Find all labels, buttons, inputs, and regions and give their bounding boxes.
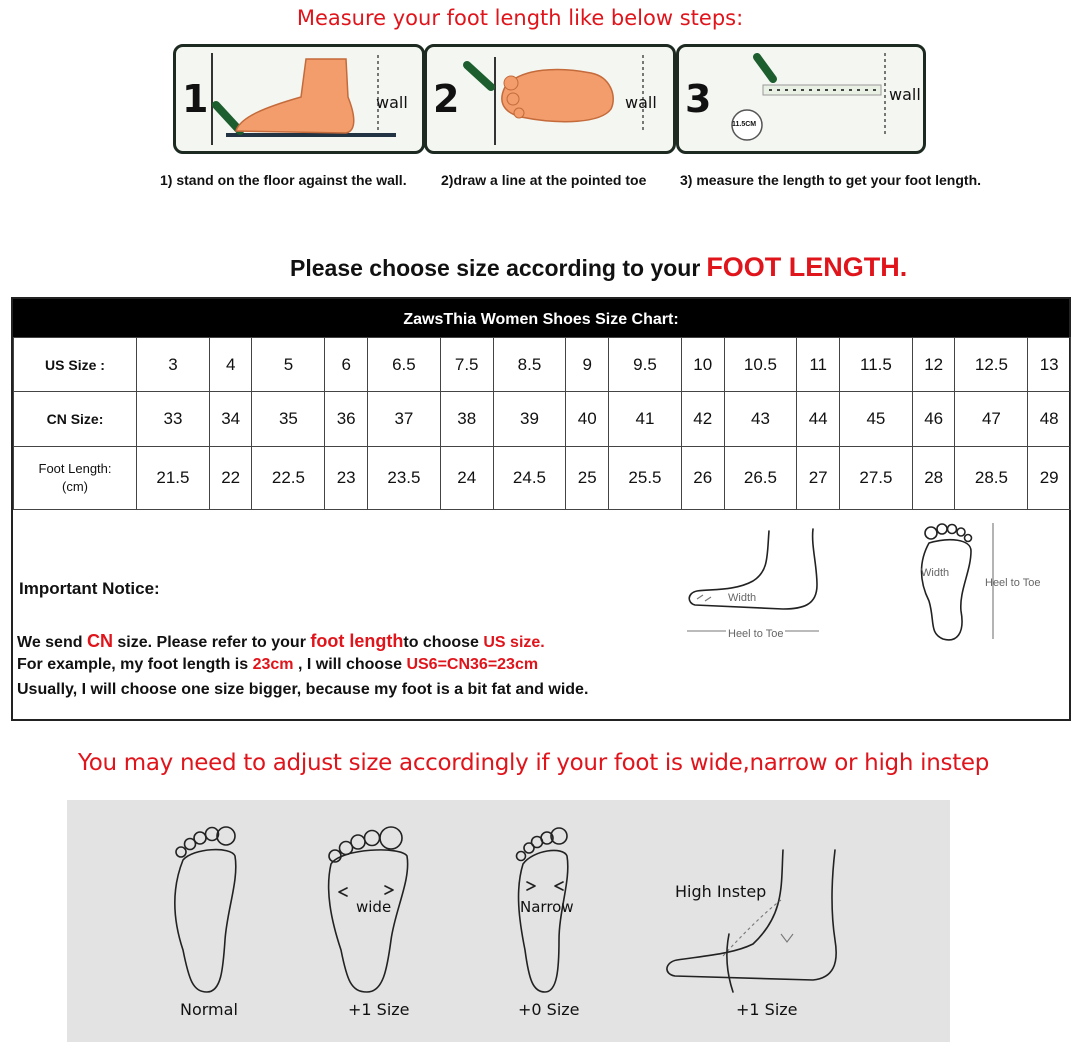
foot-length-cell: 22 bbox=[209, 447, 252, 510]
step-2-panel bbox=[424, 44, 676, 154]
n2c: , I will choose bbox=[293, 656, 407, 673]
n1b: CN bbox=[86, 631, 113, 651]
cn-size-row bbox=[14, 392, 1071, 447]
cn-size-cell: 43 bbox=[724, 392, 797, 447]
foot-length-header-line2: (cm) bbox=[62, 479, 88, 494]
step-2-caption: 2)draw a line at the pointed toe bbox=[441, 172, 647, 188]
n1c: size. Please refer to your bbox=[112, 634, 311, 651]
chart-title: ZawsThia Women Shoes Size Chart: bbox=[13, 299, 1069, 337]
foot-length-cell: 24.5 bbox=[493, 447, 566, 510]
foot-side-diagram bbox=[683, 525, 833, 645]
us-size-cell: 13 bbox=[1028, 338, 1071, 392]
notice-line-2 bbox=[17, 656, 538, 674]
cn-size-cell: 34 bbox=[209, 392, 252, 447]
sole-width-label: Width bbox=[921, 567, 950, 579]
us-size-cell: 3 bbox=[137, 338, 210, 392]
foot-length-cell: 25 bbox=[566, 447, 609, 510]
us-size-row bbox=[14, 338, 1071, 392]
foot-length-cell: 23.5 bbox=[367, 447, 440, 510]
side-heel-to-toe-label: Heel to Toe bbox=[728, 628, 784, 640]
us-size-cell: 7.5 bbox=[440, 338, 493, 392]
cn-size-cell: 44 bbox=[797, 392, 840, 447]
cn-size-cell: 41 bbox=[609, 392, 682, 447]
notice-title: Important Notice: bbox=[19, 579, 160, 598]
cn-size-cell: 45 bbox=[839, 392, 912, 447]
foot-length-cell: 26 bbox=[681, 447, 724, 510]
foot-types-panel bbox=[67, 800, 950, 1042]
step-1-panel bbox=[173, 44, 425, 154]
cn-size-cell: 42 bbox=[681, 392, 724, 447]
narrow-label: Narrow bbox=[520, 898, 574, 916]
wide-caption: +1 Size bbox=[348, 1000, 410, 1019]
step-2-wall-label: wall bbox=[625, 93, 657, 112]
n1e: to choose bbox=[403, 634, 484, 651]
foot-length-cell: 27.5 bbox=[839, 447, 912, 510]
us-size-cell: 11.5 bbox=[839, 338, 912, 392]
foot-length-cell: 26.5 bbox=[724, 447, 797, 510]
us-size-cell: 5 bbox=[252, 338, 325, 392]
cn-size-cell: 39 bbox=[493, 392, 566, 447]
n2b: 23cm bbox=[252, 656, 294, 673]
us-size-cell: 8.5 bbox=[493, 338, 566, 392]
cn-size-cell: 35 bbox=[252, 392, 325, 447]
cn-size-cell: 33 bbox=[137, 392, 210, 447]
choose-heading-emphasis: FOOT LENGTH. bbox=[706, 252, 908, 282]
us-size-header: US Size : bbox=[14, 338, 137, 392]
us-size-cell: 12.5 bbox=[955, 338, 1028, 392]
high-instep-caption: +1 Size bbox=[736, 1000, 798, 1019]
cn-size-cell: 37 bbox=[367, 392, 440, 447]
foot-length-row bbox=[14, 447, 1071, 510]
us-size-cell: 4 bbox=[209, 338, 252, 392]
measure-title: Measure your foot length like below steps: bbox=[296, 6, 744, 30]
n1d: foot length bbox=[310, 631, 404, 651]
high-instep-foot-icon bbox=[663, 844, 863, 1004]
choose-heading-text: Please choose size according to your bbox=[290, 255, 701, 281]
step-2-number: 2 bbox=[433, 77, 460, 121]
step-1-wall-label: wall bbox=[376, 93, 408, 112]
wide-label: wide bbox=[356, 898, 392, 916]
n1a: We send bbox=[17, 634, 87, 651]
foot-length-cell: 21.5 bbox=[137, 447, 210, 510]
normal-caption: Normal bbox=[180, 1000, 238, 1019]
us-size-cell: 12 bbox=[912, 338, 955, 392]
us-size-cell: 9.5 bbox=[609, 338, 682, 392]
foot-length-cell: 29 bbox=[1028, 447, 1071, 510]
foot-length-cell: 27 bbox=[797, 447, 840, 510]
step-3-caption: 3) measure the length to get your foot length. bbox=[680, 172, 982, 188]
adjust-title: You may need to adjust size accordingly if your foot is wide,narrow or high instep bbox=[78, 750, 990, 776]
cn-size-cell: 38 bbox=[440, 392, 493, 447]
us-size-cell: 6.5 bbox=[367, 338, 440, 392]
foot-length-cell: 28.5 bbox=[955, 447, 1028, 510]
foot-length-cell: 22.5 bbox=[252, 447, 325, 510]
notice-line-1 bbox=[17, 631, 545, 652]
us-size-cell: 6 bbox=[325, 338, 368, 392]
narrow-caption: +0 Size bbox=[518, 1000, 580, 1019]
foot-length-cell: 23 bbox=[325, 447, 368, 510]
side-width-label: Width bbox=[728, 592, 757, 604]
size-table bbox=[13, 337, 1071, 510]
sole-heel-to-toe-label: Heel to Toe bbox=[985, 577, 1041, 589]
foot-length-header-line1: Foot Length: bbox=[38, 461, 112, 476]
foot-length-header bbox=[14, 447, 137, 510]
foot-length-cell: 25.5 bbox=[609, 447, 682, 510]
cn-size-cell: 36 bbox=[325, 392, 368, 447]
us-size-cell: 11 bbox=[797, 338, 840, 392]
cn-size-cell: 48 bbox=[1028, 392, 1071, 447]
cn-size-cell: 40 bbox=[566, 392, 609, 447]
step-3-panel bbox=[676, 44, 926, 154]
high-instep-label: High Instep bbox=[675, 882, 767, 901]
foot-length-cell: 28 bbox=[912, 447, 955, 510]
ruler-label: 11.5CM bbox=[732, 121, 757, 128]
step-1-number: 1 bbox=[182, 77, 209, 121]
us-size-cell: 9 bbox=[566, 338, 609, 392]
step-3-wall-label: wall bbox=[889, 85, 921, 104]
normal-foot-icon bbox=[163, 820, 253, 1000]
choose-heading bbox=[290, 252, 907, 283]
us-size-cell: 10.5 bbox=[724, 338, 797, 392]
notice-line-3: Usually, I will choose one size bigger, because my foot is a bit fat and wide. bbox=[17, 681, 589, 698]
cn-size-cell: 46 bbox=[912, 392, 955, 447]
size-chart bbox=[11, 297, 1071, 721]
cn-size-header: CN Size: bbox=[14, 392, 137, 447]
step-1-caption: 1) stand on the floor against the wall. bbox=[160, 172, 407, 188]
step-3-number: 3 bbox=[685, 77, 712, 121]
foot-length-cell: 24 bbox=[440, 447, 493, 510]
n2d: US6=CN36=23cm bbox=[406, 656, 539, 673]
us-size-cell: 10 bbox=[681, 338, 724, 392]
n1f: US size. bbox=[483, 634, 545, 651]
cn-size-cell: 47 bbox=[955, 392, 1028, 447]
n2a: For example, my foot length is bbox=[17, 656, 253, 673]
